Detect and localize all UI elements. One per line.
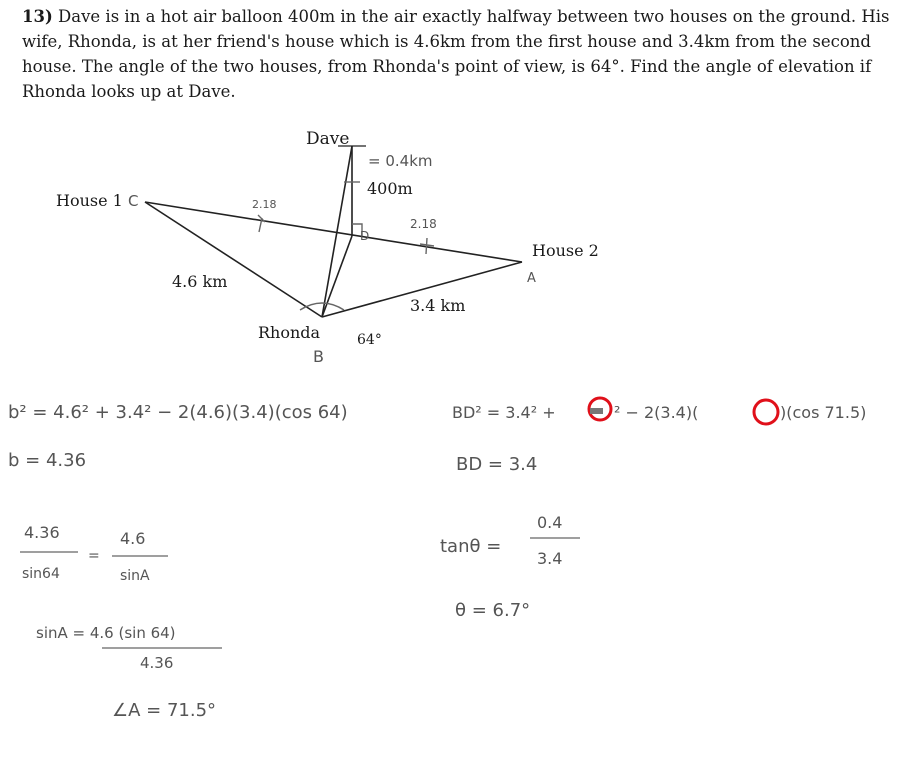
label-rhonda: Rhonda [258, 323, 321, 342]
bd-eq-b: ² − 2(3.4)( [614, 403, 699, 422]
side-house1-rhonda [145, 202, 322, 317]
red-circle-2 [754, 400, 778, 424]
tan-theta: tanθ = [440, 536, 502, 557]
red-circle-1 [589, 398, 611, 420]
label-400m: 400m [367, 179, 413, 198]
label-2-18-left: 2.18 [252, 198, 277, 211]
label-2-18-right: 2.18 [410, 217, 437, 231]
vertex-c: C [128, 192, 139, 210]
ratio-equals: = [88, 548, 100, 564]
vertex-b: B [313, 347, 324, 366]
bd-eq-a: BD² = 3.4² + [452, 403, 556, 422]
label-house2: House 2 [532, 241, 599, 260]
rhonda-to-d [322, 236, 352, 317]
label-house1: House 1 [56, 191, 123, 210]
b-result: b = 4.36 [8, 450, 87, 471]
vertex-d: D [360, 229, 370, 243]
vertex-a: A [527, 271, 536, 286]
label-4-6km: 4.6 km [172, 272, 228, 291]
angle-arc-64 [300, 303, 344, 310]
law-of-cosines: b² = 4.6² + 3.4² − 2(4.6)(3.4)(cos 64) [8, 402, 348, 423]
ratio-den-left: sin64 [22, 566, 60, 582]
label-dave: Dave [306, 129, 350, 149]
problem-number: 13) [22, 7, 53, 26]
triangle [145, 146, 522, 317]
label-0-4km: = 0.4km [368, 152, 433, 170]
theta-result: θ = 6.7° [455, 600, 531, 621]
problem-text: Dave is in a hot air balloon 400m in the air exactly halfway between two houses on the ground. His wife, Rhonda, is at her friend's house which is 4.6km from the first house and 3.4km from the second house. The angle of the two houses, from Rhonda's point of view, is 64°. Find the angle of elevation if Rhonda looks up at Dave. [22, 7, 890, 101]
bd-result: BD = 3.4 [456, 454, 538, 475]
label-3-4km: 3.4 km [410, 296, 466, 315]
ratio-num-left: 4.36 [24, 523, 60, 542]
sinA-denominator: 4.36 [140, 654, 174, 672]
hand-marks [258, 182, 434, 310]
sinA-numerator: sinA = 4.6 (sin 64) [36, 624, 176, 642]
ratio-den-right: sinA [120, 568, 150, 584]
label-64-degrees: 64° [357, 332, 382, 348]
angle-a-result: ∠A = 71.5° [112, 700, 217, 721]
ratio-num-right: 4.6 [120, 529, 146, 548]
bd-eq-c: )(cos 71.5) [780, 403, 867, 422]
tan-den: 3.4 [537, 549, 563, 568]
tick-left [258, 215, 265, 232]
tan-num: 0.4 [537, 513, 563, 532]
